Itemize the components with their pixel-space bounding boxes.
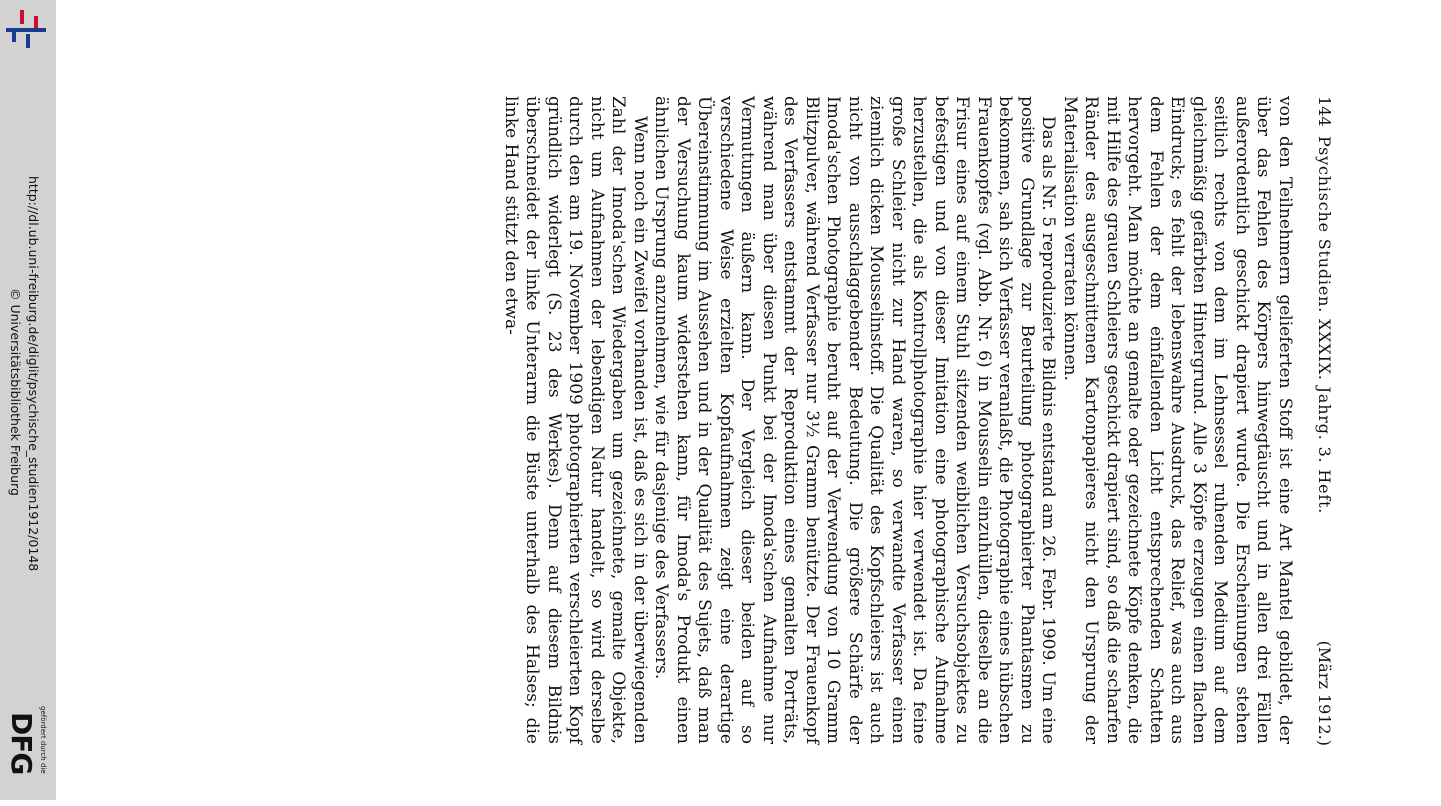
dfg-sponsor-text: gefördert durch die bbox=[39, 706, 47, 774]
document-page bbox=[140, 96, 1340, 806]
dfg-logo: DFG bbox=[5, 712, 38, 775]
page-number: 144 bbox=[1315, 96, 1334, 127]
sidebar bbox=[0, 0, 56, 800]
issue-date: (März 1912.) bbox=[1315, 640, 1334, 746]
paragraph: Wenn noch ein Zweifel vorhanden ist, daß es sich in der überwiegenden Zahl der Imoda'schen Wiedergaben um gezeichnete, gemalte Objekte, nicht um Aufnahmen der lebendigen Natur handelt, so wird derselbe durch den am 19. November 1909 photographierten verschleierten Kopf gründlich widerlegt (S. 23 des Werkes). Denn auf diesem Bildnis überschneidet der linke Unterarm die Büste unterhalb des Halses; die linke Hand stützt den etwa- bbox=[501, 96, 650, 744]
paragraph: Das als Nr. 5 reproduzierte Bildnis entstand am 26. Febr. 1909. Um eine positive Grundlage zur Beurteilung photographierter Phantasmen zu bekommen, sah sich Verfasser veranlaßt, die Photographie eines hübschen Frauenkopfes (vgl. Abb. Nr. 6) in Mousselin einzuhüllen, dieselbe an die Frisur eines auf einem Stuhl sitzenden weiblichen Versuchsobjektes zu befestigen und von dieser Imitation eine photographische Aufnahme herzustellen, die als Kontrollphotographie hier verwendet ist. Da feine große Schleier nicht zur Hand waren, so verwandte Verfasser einen ziemlich dicken Mousselinstoff. Die Qualität des Kopfschleiers ist auch nicht von ausschlaggebender Bedeutung. Die größere Schärfe der Imoda'schen Photographie beruht auf der Verwendung von 10 Gramm Blitzpulver, während Verfasser nur 3½ Gramm benützte. Der Frauenkopf des Verfassers entstammt der Reproduktion eines gemalten Porträts, während man über diesen Punkt bei der Imoda'schen Aufnahme nur Vermutungen äußern kann. Der Vergleich dieser beiden auf so verschiedene Weise erzielten Kopfaufnahmen zeigt eine derartige Übereinstimmung im Aussehen und in der Qualität des Sujets, daß man der Versuchung kaum widerstehen kann, für Imoda's Produkt einen ähnlichen Ursprung anzunehmen, wie für dasjenige des Verfassers. bbox=[651, 96, 1059, 744]
sidebar-url-link[interactable]: http://dl.ub.uni-freiburg.de/diglit/psychische_studien1912/0148 bbox=[26, 176, 41, 572]
sidebar-copyright: © Universitätsbibliothek Freiburg bbox=[8, 288, 23, 496]
paragraph: von den Teilnehmern gelieferten Stoff ist eine Art Mantel gebildet, der über das Fehlen des Körpers hinwegtäuscht und in allen drei Fällen außerordentlich geschickt drapiert wurde. Die Erscheinungen stehen seitlich rechts von dem im Lehnsessel ruhenden Medium auf dem gleichmäßig gefärbten Hintergrund. Alle 3 Köpfe erzeugen einen flachen Eindruck; es fehlt der lebenswahre Ausdruck, das Relief, was auch aus dem Fehlen der dem einfallenden Licht entsprechenden Schatten hervorgeht. Man möchte an gemalte oder gezeichnete Köpfe denken, die mit Hilfe des grauen Schleiers geschickt drapiert sind, so daß die scharfen Ränder des ausgeschnittenen Kartonpapieres nicht den Ursprung der Materialisation verraten können. bbox=[1060, 96, 1295, 744]
running-head bbox=[1310, 96, 1340, 746]
journal-header: Psychische Studien. XXXIX. Jahrg. 3. Heft. bbox=[1315, 136, 1334, 515]
body-text bbox=[500, 96, 1296, 744]
library-logo-icon bbox=[4, 8, 48, 52]
